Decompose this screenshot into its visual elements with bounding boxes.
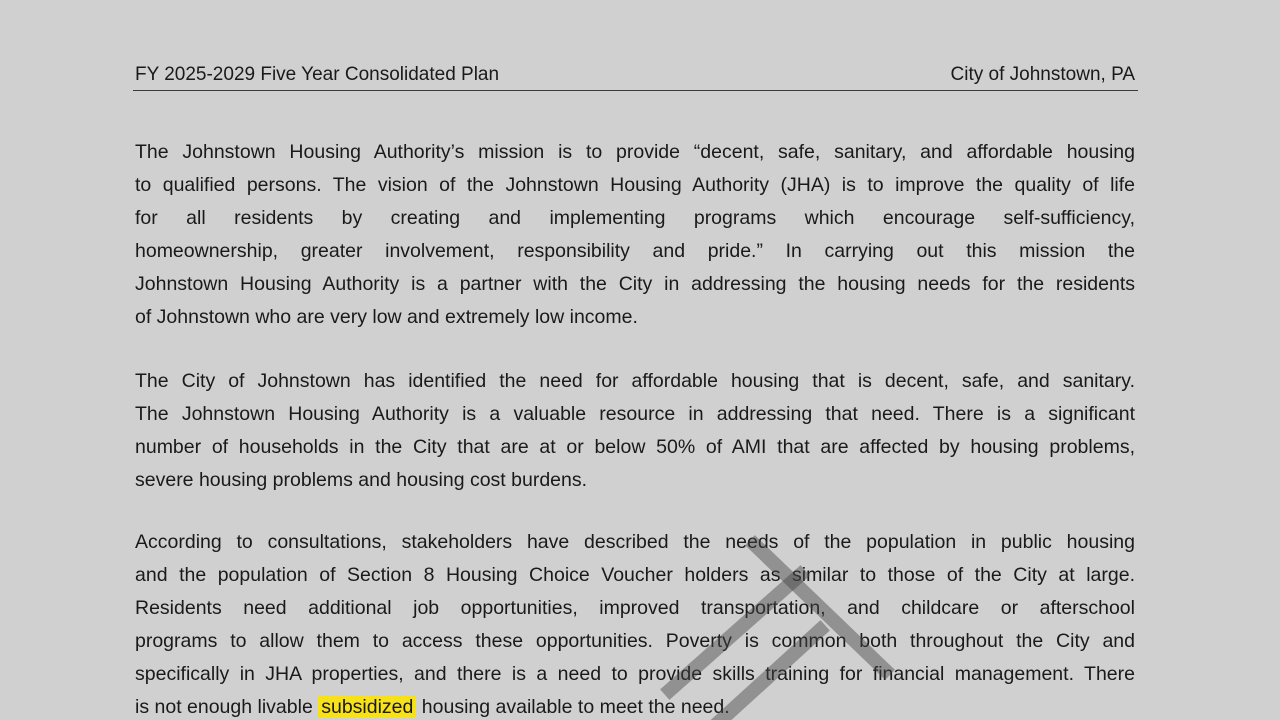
page-header bbox=[133, 62, 1138, 91]
paragraph-line-highlighted bbox=[135, 691, 1135, 720]
paragraph-mission bbox=[135, 136, 1135, 334]
header-city-name: City of Johnstown, PA bbox=[950, 64, 1135, 85]
paragraph-line: The City of Johnstown has identified the need for affordable housing that is decent, safe, and sanitary. bbox=[135, 370, 1135, 392]
header-plan-title: FY 2025-2029 Five Year Consolidated Plan bbox=[135, 64, 500, 85]
paragraph-line: to qualified persons. The vision of the Johnstown Housing Authority (JHA) is to improve the quality of life bbox=[135, 174, 1135, 196]
line-text-before: is not enough livable bbox=[135, 696, 319, 718]
paragraph-line: of Johnstown who are very low and extremely low income. bbox=[135, 306, 638, 328]
paragraph-line: number of households in the City that are at or below 50% of AMI that are affected by housing problems, bbox=[135, 436, 1135, 458]
paragraph-line: for all residents by creating and implementing programs which encourage self-sufficiency, bbox=[135, 207, 1135, 229]
paragraph-line: The Johnstown Housing Authority is a valuable resource in addressing that need. There is a significant bbox=[135, 403, 1135, 425]
paragraph-line: severe housing problems and housing cost burdens. bbox=[135, 469, 588, 491]
paragraph-consultations bbox=[135, 526, 1135, 720]
paragraph-line: homeownership, greater involvement, responsibility and pride.” In carrying out this mission the bbox=[135, 240, 1135, 262]
paragraph-line: Johnstown Housing Authority is a partner with the City in addressing the housing needs for the residents bbox=[135, 273, 1135, 295]
paragraph-line: programs to allow them to access these opportunities. Poverty is common both throughout the City and bbox=[135, 630, 1135, 652]
paragraph-line: According to consultations, stakeholders have described the needs of the population in public housing bbox=[135, 531, 1135, 553]
paragraph-line: and the population of Section 8 Housing Choice Voucher holders as similar to those of the City at large. bbox=[135, 564, 1135, 586]
highlighted-word: subsidized bbox=[318, 696, 416, 718]
paragraph-line: specifically in JHA properties, and there is a need to provide skills training for financial management. There bbox=[135, 663, 1135, 685]
paragraph-line: The Johnstown Housing Authority’s mission is to provide “decent, safe, sanitary, and affordable housing bbox=[135, 141, 1135, 163]
line-text-after: housing available to meet the need. bbox=[421, 696, 730, 718]
paragraph-needs bbox=[135, 365, 1135, 497]
paragraph-line: Residents need additional job opportunities, improved transportation, and childcare or afterschool bbox=[135, 597, 1135, 619]
